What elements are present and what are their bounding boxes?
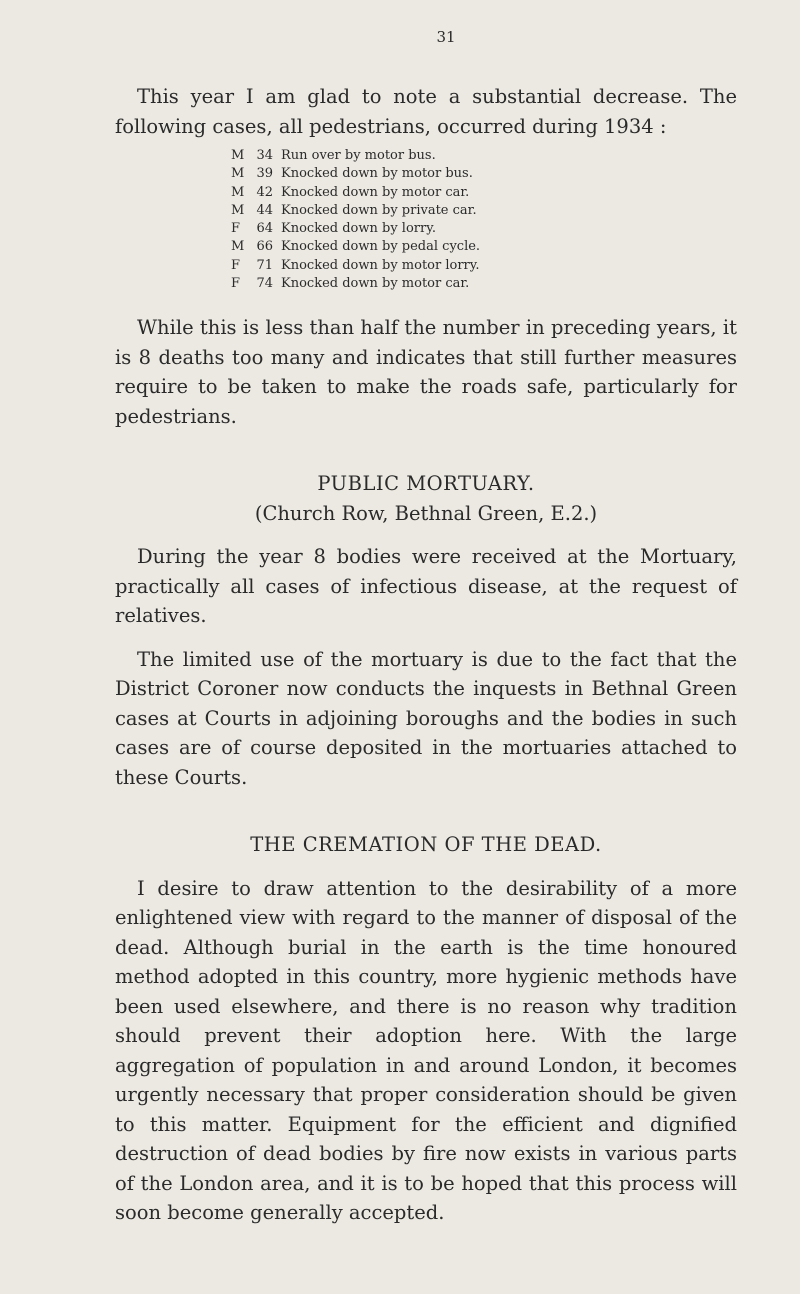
case-item (231, 165, 737, 183)
case-description: Knocked down by pedal cycle. (281, 239, 481, 255)
case-description: Knocked down by private car. (281, 202, 477, 218)
case-item (231, 147, 737, 165)
case-item (231, 238, 737, 256)
case-description: Knocked down by motor lorry. (281, 257, 480, 273)
mortuary-subheading: (Church Row, Bethnal Green, E.2.) (254, 501, 598, 525)
case-sex: M (231, 184, 245, 200)
case-age: 64 (256, 221, 273, 237)
case-sex: F (231, 276, 241, 292)
case-age: 66 (256, 239, 273, 255)
mortuary-paragraph-1: During the year 8 bodies were received at the Mortuary, practically all cases of infectious disease, at the request of relatives. (115, 545, 737, 628)
paragraph-spacer (115, 631, 737, 645)
case-description: Knocked down by motor car. (281, 276, 470, 292)
case-age: 34 (256, 148, 273, 163)
section-spacer (115, 528, 737, 542)
case-item (231, 220, 737, 238)
case-age: 39 (256, 166, 273, 182)
case-sex: F (231, 257, 241, 273)
case-age: 44 (256, 202, 273, 218)
cremation-paragraph: I desire to draw attention to the desirability of a more enlightened view with regard to the manner of disposal of the dead. Although burial in the earth is the time honoured method adopted in this country, more hygienic methods have been used elsewhere, and there is no reason why tradition should prevent their adoption here. With the large aggregation of population in and around London, it becomes urgently necessary that proper consideration should be given to this matter. Equipment for the efficient and dignified destruction of dead bodies by fire now exists in various parts of the London area, and it is to be hoped that this process will soon become generally accepted. (115, 876, 737, 1225)
mortuary-paragraph-2: The limited use of the mortuary is due to the fact that the District Coroner now conducts the inquests in Bethnal Green cases at Courts in adjoining boroughs and the bodies in such cases are of course deposited in the mortuaries attached to these Courts. (115, 647, 737, 789)
case-description: Knocked down by motor car. (281, 184, 470, 200)
case-sex: M (231, 166, 245, 182)
summary-paragraph: While this is less than half the number in preceding years, it is 8 deaths too many and indicates that still further measures require to be taken to make the roads safe, particularly for pedestrians. (115, 316, 737, 428)
case-description: Knocked down by motor bus. (281, 166, 473, 182)
case-sex: M (231, 202, 245, 218)
case-age: 42 (256, 184, 273, 200)
case-description: Knocked down by lorry. (281, 221, 436, 237)
case-description: Run over by motor bus. (281, 148, 436, 163)
case-item (231, 275, 737, 293)
cases-list (115, 147, 737, 293)
cremation-heading: THE CREMATION OF THE DEAD. (250, 833, 602, 857)
page-number: 31 (436, 28, 456, 46)
mortuary-heading: PUBLIC MORTUARY. (317, 472, 535, 496)
section-spacer (115, 431, 737, 469)
case-age: 71 (256, 257, 273, 273)
case-item (231, 184, 737, 202)
case-sex: M (231, 148, 245, 163)
case-item (231, 257, 737, 275)
case-item (231, 202, 737, 220)
case-sex: F (231, 221, 241, 237)
section-spacer (115, 792, 737, 830)
document-page (115, 28, 737, 1228)
case-age: 74 (256, 276, 273, 292)
case-sex: M (231, 239, 245, 255)
section-spacer (115, 860, 737, 874)
intro-paragraph: This year I am glad to note a substantial decrease. The following cases, all pedestrians, occurred during 1934 : (115, 85, 737, 138)
